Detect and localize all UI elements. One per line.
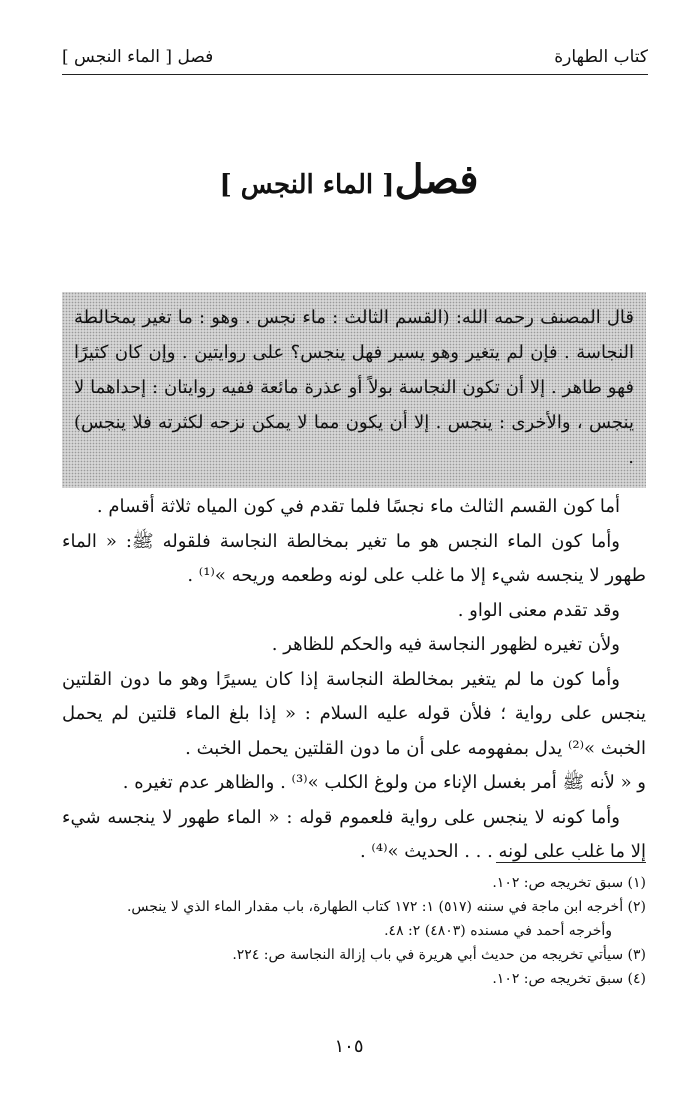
paragraph: وأما كونه لا ينجس على رواية فلعموم قوله : « الماء طهور لا ينجسه شيء إلا ما غلب على لونه . . . الحديث »⁽⁴⁾ . <box>62 806 646 862</box>
chapter-title-bracketed: [ الماء النجس ] <box>219 170 395 200</box>
paragraph: وأما كون ما لم يتغير بمخالطة النجاسة إذا كان يسيرًا وهو ما دون القلتين ينجس على رواية ؛ فلأن قوله عليه السلام : « إذا بلغ الماء قلتين لم يحمل الخبث »⁽²⁾ يدل بمفهومه على أن ما دون القلتين يحمل الخبث . <box>62 668 646 759</box>
paragraph: وقد تقدم معنى الواو . <box>457 599 620 621</box>
chapter-title-main: فصل <box>394 156 479 203</box>
paragraph: و « لأنه ﷺ أمر بغسل الإناء من ولوغ الكلب »⁽³⁾ . والظاهر عدم تغيره . <box>122 772 646 793</box>
paragraph: ولأن تغيره لظهور النجاسة فيه والحكم للظاهر . <box>271 634 620 655</box>
commentary-text <box>62 490 646 870</box>
running-head-book: كتاب الطهارة <box>554 47 648 67</box>
page-number: ١٠٥ <box>334 1036 364 1057</box>
footnote-divider <box>496 862 646 863</box>
footnote: (٣) سيأتي تخريجه من حديث أبي هريرة في باب إزالة النجاسة ص: ٢٢٤. <box>232 947 646 963</box>
matn-box: قال المصنف رحمه الله: (القسم الثالث : ماء نجس . وهو : ما تغير بمخالطة النجاسة . فإن لم يتغير وهو يسير فهل ينجس؟ على روايتين . وإن كان كثيرًا فهو طاهر . إلا أن تكون النجاسة بولاً أو عذرة مائعة ففيه روايتان : إحداهما لا ينجس ، والأخرى : ينجس . إلا أن يكون مما لا يمكن نزحه لكثرته فلا ينجس) . <box>62 292 646 488</box>
footnote-continuation: وأخرجه أحمد في مسنده (٤٨٠٣) ٢: ٤٨. <box>384 923 612 939</box>
footnote: (١) سبق تخريجه ص: ١٠٢. <box>492 875 646 891</box>
running-head <box>62 40 648 75</box>
paragraph: أما كون القسم الثالث ماء نجسًا فلما تقدم في كون المياه ثلاثة أقسام . <box>96 496 620 517</box>
footnote: (٤) سبق تخريجه ص: ١٠٢. <box>492 971 646 987</box>
running-head-section: فصل [ الماء النجس ] <box>62 47 214 67</box>
footnotes <box>62 862 646 991</box>
paragraph: وأما كون الماء النجس هو ما تغير بمخالطة النجاسة فلقوله ﷺ: « الماء طهور لا ينجسه شيء إلا ما غلب على لونه وطعمه وريحه »⁽¹⁾ . <box>62 530 646 586</box>
footnote: (٢) أخرجه ابن ماجة في سننه (٥١٧) ١: ١٧٢ كتاب الطهارة، باب مقدار الماء الذي لا ينجس. <box>126 899 646 915</box>
chapter-title <box>0 150 698 215</box>
